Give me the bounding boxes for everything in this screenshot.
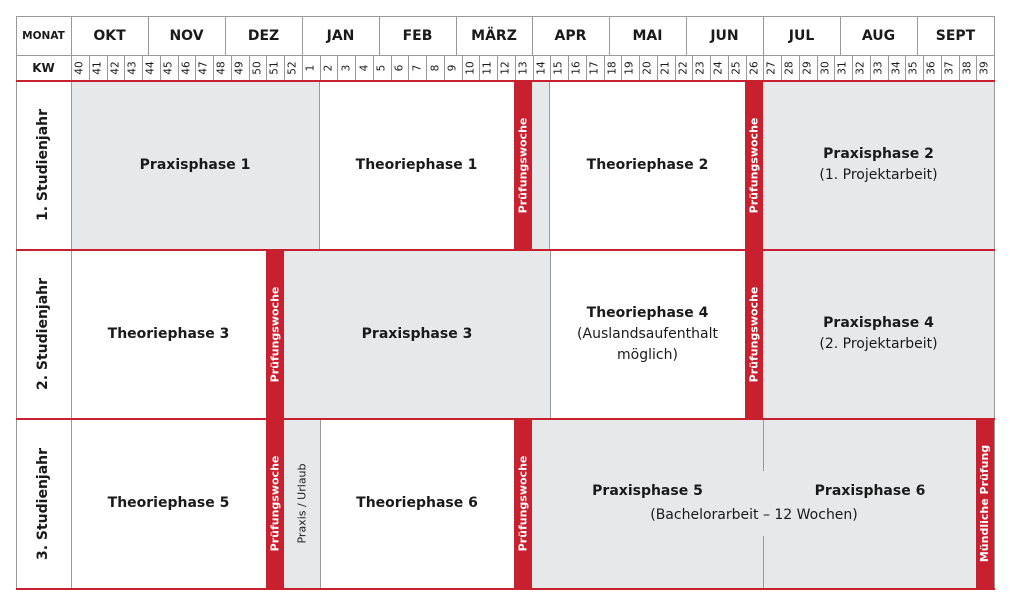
row-separator xyxy=(16,588,995,590)
grid-line xyxy=(959,55,960,80)
week-header-cell xyxy=(604,55,622,80)
week-header-cell xyxy=(852,55,870,80)
grid-line xyxy=(905,55,906,80)
grid-line xyxy=(533,55,534,80)
grid-line xyxy=(266,55,267,80)
month-header-cell: SEPT xyxy=(935,27,976,44)
week-number: 34 xyxy=(890,60,903,75)
week-header-cell xyxy=(728,55,746,80)
grid-line xyxy=(840,16,841,55)
week-row-label: KW xyxy=(32,60,55,75)
week-header-cell xyxy=(657,55,675,80)
week-number: 25 xyxy=(730,60,743,75)
week-number: 9 xyxy=(446,64,459,71)
month-header-cell: OKT xyxy=(93,27,126,44)
grid-line xyxy=(923,55,924,80)
grid-line xyxy=(976,55,977,80)
row-label-year-1: 1. Studienjahr xyxy=(35,108,52,222)
grid-line xyxy=(124,55,125,80)
grid-line xyxy=(549,81,550,249)
grid-line xyxy=(89,55,90,80)
grid-line xyxy=(16,16,17,589)
row-separator xyxy=(16,249,995,251)
grid-line xyxy=(621,55,622,80)
week-number: 23 xyxy=(695,60,708,75)
grid-line xyxy=(763,55,764,80)
week-header-cell xyxy=(639,55,657,80)
grid-line xyxy=(568,55,569,80)
week-header-cell xyxy=(515,55,533,80)
phase-theorie-1: Theoriephase 1 xyxy=(319,81,514,249)
week-header-cell xyxy=(870,55,888,80)
week-number: 7 xyxy=(411,64,424,71)
grid-line xyxy=(799,55,800,80)
grid-line xyxy=(532,16,533,55)
grid-line xyxy=(148,16,149,55)
week-number: 30 xyxy=(819,60,832,75)
week-header-cell xyxy=(834,55,852,80)
grid-line xyxy=(71,16,72,589)
grid-line xyxy=(107,55,108,80)
week-number: 11 xyxy=(482,60,495,75)
week-number: 22 xyxy=(677,60,690,75)
week-number: 6 xyxy=(393,64,406,71)
grid-line xyxy=(462,55,463,80)
week-number: 29 xyxy=(801,60,814,75)
grid-line xyxy=(852,55,853,80)
grid-line xyxy=(249,55,250,80)
week-header-cell xyxy=(355,55,373,80)
week-number: 43 xyxy=(127,60,140,75)
grid-line xyxy=(302,55,303,80)
week-number: 20 xyxy=(641,60,654,75)
week-number: 10 xyxy=(464,60,477,75)
month-row-label: MONAT xyxy=(22,29,65,42)
exam-week-bar: Prüfungswoche xyxy=(745,250,763,418)
exam-week-bar: Prüfungswoche xyxy=(514,81,532,249)
grid-line xyxy=(728,55,729,80)
week-header-cell xyxy=(550,55,568,80)
week-header-cell xyxy=(888,55,906,80)
grid-line xyxy=(917,16,918,55)
grid-line xyxy=(319,81,320,249)
exam-week-bar: Prüfungswoche xyxy=(514,419,532,588)
grid-line xyxy=(604,55,605,80)
praxis-5-6-divider-top xyxy=(763,419,764,471)
week-number: 19 xyxy=(624,60,637,75)
week-header-cell xyxy=(905,55,923,80)
week-number: 12 xyxy=(499,60,512,75)
week-header-cell xyxy=(107,55,125,80)
grid-line xyxy=(550,250,551,418)
week-header-cell xyxy=(89,55,107,80)
week-header-cell xyxy=(746,55,764,80)
grid-line xyxy=(379,16,380,55)
week-header-cell xyxy=(710,55,728,80)
grid-line xyxy=(231,55,232,80)
week-header-cell xyxy=(533,55,551,80)
grid-line xyxy=(586,55,587,80)
week-number: 3 xyxy=(340,64,353,71)
week-number: 47 xyxy=(198,60,211,75)
phase-praxis-1: Praxisphase 1 xyxy=(71,81,319,249)
grid-line xyxy=(320,419,321,588)
week-header-cell xyxy=(817,55,835,80)
week-header-cell xyxy=(444,55,462,80)
week-header-cell xyxy=(941,55,959,80)
phase-praxis-3: Praxisphase 3 xyxy=(284,250,550,418)
grid-line xyxy=(391,55,392,80)
grid-line xyxy=(284,55,285,80)
row-separator xyxy=(16,418,995,420)
week-header-cell xyxy=(302,55,320,80)
week-number: 1 xyxy=(304,64,317,71)
week-number: 21 xyxy=(659,60,672,75)
grid-line xyxy=(408,55,409,80)
week-number: 15 xyxy=(553,60,566,75)
week-header-cell xyxy=(462,55,480,80)
grid-line xyxy=(692,55,693,80)
grid-line xyxy=(213,55,214,80)
month-header-cell: JUN xyxy=(710,27,739,44)
week-number: 8 xyxy=(428,64,441,71)
week-header-cell xyxy=(195,55,213,80)
grid-line xyxy=(686,16,687,55)
grid-line xyxy=(302,16,303,55)
month-header-cell: MÄRZ xyxy=(471,27,517,44)
grid-line xyxy=(355,55,356,80)
week-number: 51 xyxy=(269,60,282,75)
week-number: 27 xyxy=(766,60,779,75)
grid-line xyxy=(178,55,179,80)
week-number: 14 xyxy=(535,60,548,75)
phase-praxis-6: Praxisphase 6 xyxy=(814,482,926,499)
week-number: 41 xyxy=(91,60,104,75)
week-number: 32 xyxy=(854,60,867,75)
grid-line xyxy=(870,55,871,80)
month-header-cell: FEB xyxy=(402,27,433,44)
week-header-cell xyxy=(320,55,338,80)
week-header-cell xyxy=(426,55,444,80)
week-number: 16 xyxy=(570,60,583,75)
grid-line xyxy=(16,55,995,56)
week-number: 26 xyxy=(748,60,761,75)
week-header-cell xyxy=(160,55,178,80)
grid-line xyxy=(639,55,640,80)
week-header-cell xyxy=(266,55,284,80)
month-header-cell: JAN xyxy=(326,27,355,44)
grid-line xyxy=(675,55,676,80)
grid-line xyxy=(426,55,427,80)
week-number: 18 xyxy=(606,60,619,75)
week-header-cell xyxy=(408,55,426,80)
grid-line xyxy=(444,55,445,80)
week-header-cell xyxy=(497,55,515,80)
week-number: 13 xyxy=(517,60,530,75)
bachelor-thesis-note: (Bachelorarbeit – 12 Wochen) xyxy=(650,506,858,523)
phase-theorie-4: Theoriephase 4 (Auslandsaufenthalt möglich) xyxy=(550,250,745,418)
week-number: 45 xyxy=(162,60,175,75)
week-header-cell xyxy=(923,55,941,80)
week-number: 31 xyxy=(837,60,850,75)
week-number: 50 xyxy=(251,60,264,75)
grid-line xyxy=(142,55,143,80)
week-number: 5 xyxy=(375,64,388,71)
grid-line xyxy=(550,55,551,80)
week-header-cell xyxy=(799,55,817,80)
grid-line xyxy=(609,16,610,55)
row-separator xyxy=(16,80,995,82)
grid-line xyxy=(320,55,321,80)
grid-line xyxy=(657,55,658,80)
week-header-cell xyxy=(391,55,409,80)
grid-line xyxy=(160,55,161,80)
grid-line xyxy=(834,55,835,80)
week-header-cell xyxy=(692,55,710,80)
week-header-cell xyxy=(675,55,693,80)
grid-line xyxy=(337,55,338,80)
phase-theorie-2: Theoriephase 2 xyxy=(550,81,745,249)
week-header-cell xyxy=(781,55,799,80)
week-header-cell xyxy=(142,55,160,80)
week-header-cell xyxy=(621,55,639,80)
week-number: 46 xyxy=(180,60,193,75)
grid-line xyxy=(16,16,995,17)
week-header-cell xyxy=(959,55,977,80)
week-number: 40 xyxy=(73,60,86,75)
week-number: 48 xyxy=(215,60,228,75)
week-number: 4 xyxy=(357,64,370,71)
week-header-cell xyxy=(124,55,142,80)
exam-week-bar: Prüfungswoche xyxy=(266,250,284,418)
week-number: 44 xyxy=(144,60,157,75)
week-header-cell xyxy=(976,55,994,80)
grid-line xyxy=(888,55,889,80)
grid-line xyxy=(710,55,711,80)
week-header-cell xyxy=(213,55,231,80)
grid-line xyxy=(817,55,818,80)
phase-theorie-3: Theoriephase 3 xyxy=(71,250,266,418)
praxis-5-6-divider-bottom xyxy=(763,536,764,588)
month-header-cell: APR xyxy=(554,27,587,44)
phase-praxis-4: Praxisphase 4 (2. Projektarbeit) xyxy=(763,250,994,418)
month-header-cell: DEZ xyxy=(247,27,280,44)
month-header-cell: MAI xyxy=(632,27,663,44)
week-header-cell xyxy=(231,55,249,80)
week-header-cell xyxy=(337,55,355,80)
week-header-cell xyxy=(568,55,586,80)
week-header-cell xyxy=(71,55,89,80)
exam-week-bar: Prüfungswoche xyxy=(745,81,763,249)
grid-line xyxy=(746,55,747,80)
week-number: 28 xyxy=(783,60,796,75)
grid-line xyxy=(225,16,226,55)
week-header-cell xyxy=(586,55,604,80)
week-header-cell xyxy=(373,55,391,80)
phase-praxis-5: Praxisphase 5 xyxy=(592,482,703,499)
oral-exam-bar: Mündliche Prüfung xyxy=(976,419,994,588)
week-number: 17 xyxy=(588,60,601,75)
grid-line xyxy=(497,55,498,80)
week-number: 42 xyxy=(109,60,122,75)
week-number: 2 xyxy=(322,64,335,71)
grid-line xyxy=(515,55,516,80)
week-number: 39 xyxy=(979,60,992,75)
week-number: 37 xyxy=(943,60,956,75)
grid-line xyxy=(994,16,995,589)
grid-line xyxy=(763,16,764,55)
grid-line xyxy=(373,55,374,80)
grid-line xyxy=(456,16,457,55)
week-number: 24 xyxy=(712,60,725,75)
week-header-cell xyxy=(479,55,497,80)
grid-line xyxy=(195,55,196,80)
week-header-cell xyxy=(763,55,781,80)
week-number: 35 xyxy=(908,60,921,75)
month-header-cell: NOV xyxy=(169,27,204,44)
month-header-cell: JUL xyxy=(788,27,815,44)
grid-line xyxy=(941,55,942,80)
week-header-cell xyxy=(284,55,302,80)
week-header-cell xyxy=(249,55,267,80)
week-number: 52 xyxy=(286,60,299,75)
phase-theorie-6: Theoriephase 6 xyxy=(320,419,514,588)
row-label-year-2: 2. Studienjahr xyxy=(35,277,52,391)
row-label-year-3: 3. Studienjahr xyxy=(35,447,52,560)
grid-line xyxy=(781,55,782,80)
praxis-urlaub-cell: Praxis / Urlaub xyxy=(284,419,320,588)
phase-praxis-2: Praxisphase 2 (1. Projektarbeit) xyxy=(763,81,994,249)
gap-cell xyxy=(532,81,550,249)
exam-week-bar: Prüfungswoche xyxy=(266,419,284,588)
week-number: 33 xyxy=(872,60,885,75)
week-number: 49 xyxy=(233,60,246,75)
grid-line xyxy=(479,55,480,80)
week-number: 36 xyxy=(925,60,938,75)
month-header-cell: AUG xyxy=(861,27,896,44)
phase-theorie-5: Theoriephase 5 xyxy=(71,419,266,588)
week-header-cell xyxy=(178,55,196,80)
week-number: 38 xyxy=(961,60,974,75)
